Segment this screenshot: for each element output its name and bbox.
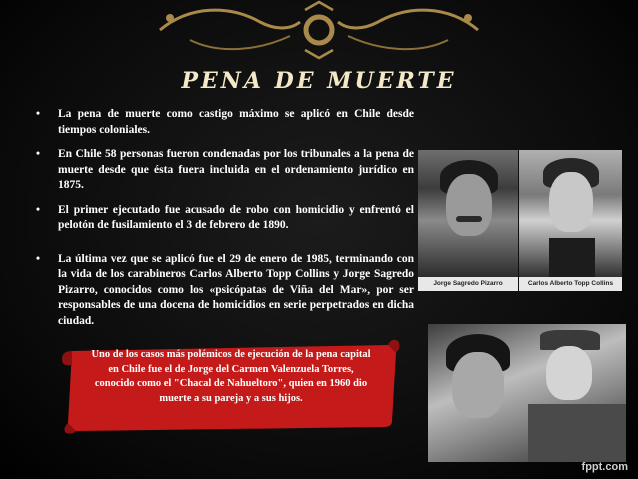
- bullet-marker: •: [36, 148, 41, 160]
- scroll-text: Uno de los casos más polémicos de ejecución de la pena capital en Chile fue el de Jorge del Carmen Valenzuela Torres, conocido como el "Chacal de Nahueltoro", quien en 1960 dio muerte a su pareja y a sus hijos.: [91, 349, 371, 404]
- bullet-item: [36, 107, 414, 138]
- photo-caption: Jorge Sagredo Pizarro: [418, 277, 518, 291]
- decorative-ornament: [150, 0, 488, 62]
- bullet-marker: •: [36, 203, 41, 216]
- photo-caption: Carlos Alberto Topp Collins: [519, 277, 622, 291]
- watermark: fppt.com: [581, 461, 628, 473]
- bullet-item: [36, 203, 414, 234]
- bullet-text: En Chile 58 personas fueron condenadas por los tribunales a la pena de muerte desde que ésta fuera incluida en el ordenamiento jurídico en 1875.: [58, 148, 414, 191]
- bullet-item: [36, 147, 414, 194]
- bullet-list: [36, 107, 414, 338]
- slide-title: PENA DE MUERTE: [181, 68, 457, 94]
- bullet-text: La pena de muerte como castigo máximo se aplicó en Chile desde tiempos coloniales.: [58, 108, 414, 136]
- portrait-photo: [418, 150, 518, 278]
- bullet-item: [36, 252, 414, 330]
- portrait-photo: [519, 150, 622, 278]
- bullet-text: El primer ejecutado fue acusado de robo con homicidio y enfrentó el pelotón de fusilamiento el 3 de febrero de 1890.: [58, 203, 414, 231]
- bullet-marker: •: [36, 252, 41, 265]
- bullet-text: La última vez que se aplicó fue el 29 de enero de 1985, terminando con la vida de los carabineros Carlos Alberto Topp Collins y Jorge Sagredo Pizarro, conocidos como los «psicópatas de Viña del Mar», por ser responsables de una docena de homicidios en serie perpetrados en dicha ciudad.: [58, 252, 414, 327]
- bullet-marker: •: [36, 108, 41, 120]
- historical-photo: [428, 324, 626, 462]
